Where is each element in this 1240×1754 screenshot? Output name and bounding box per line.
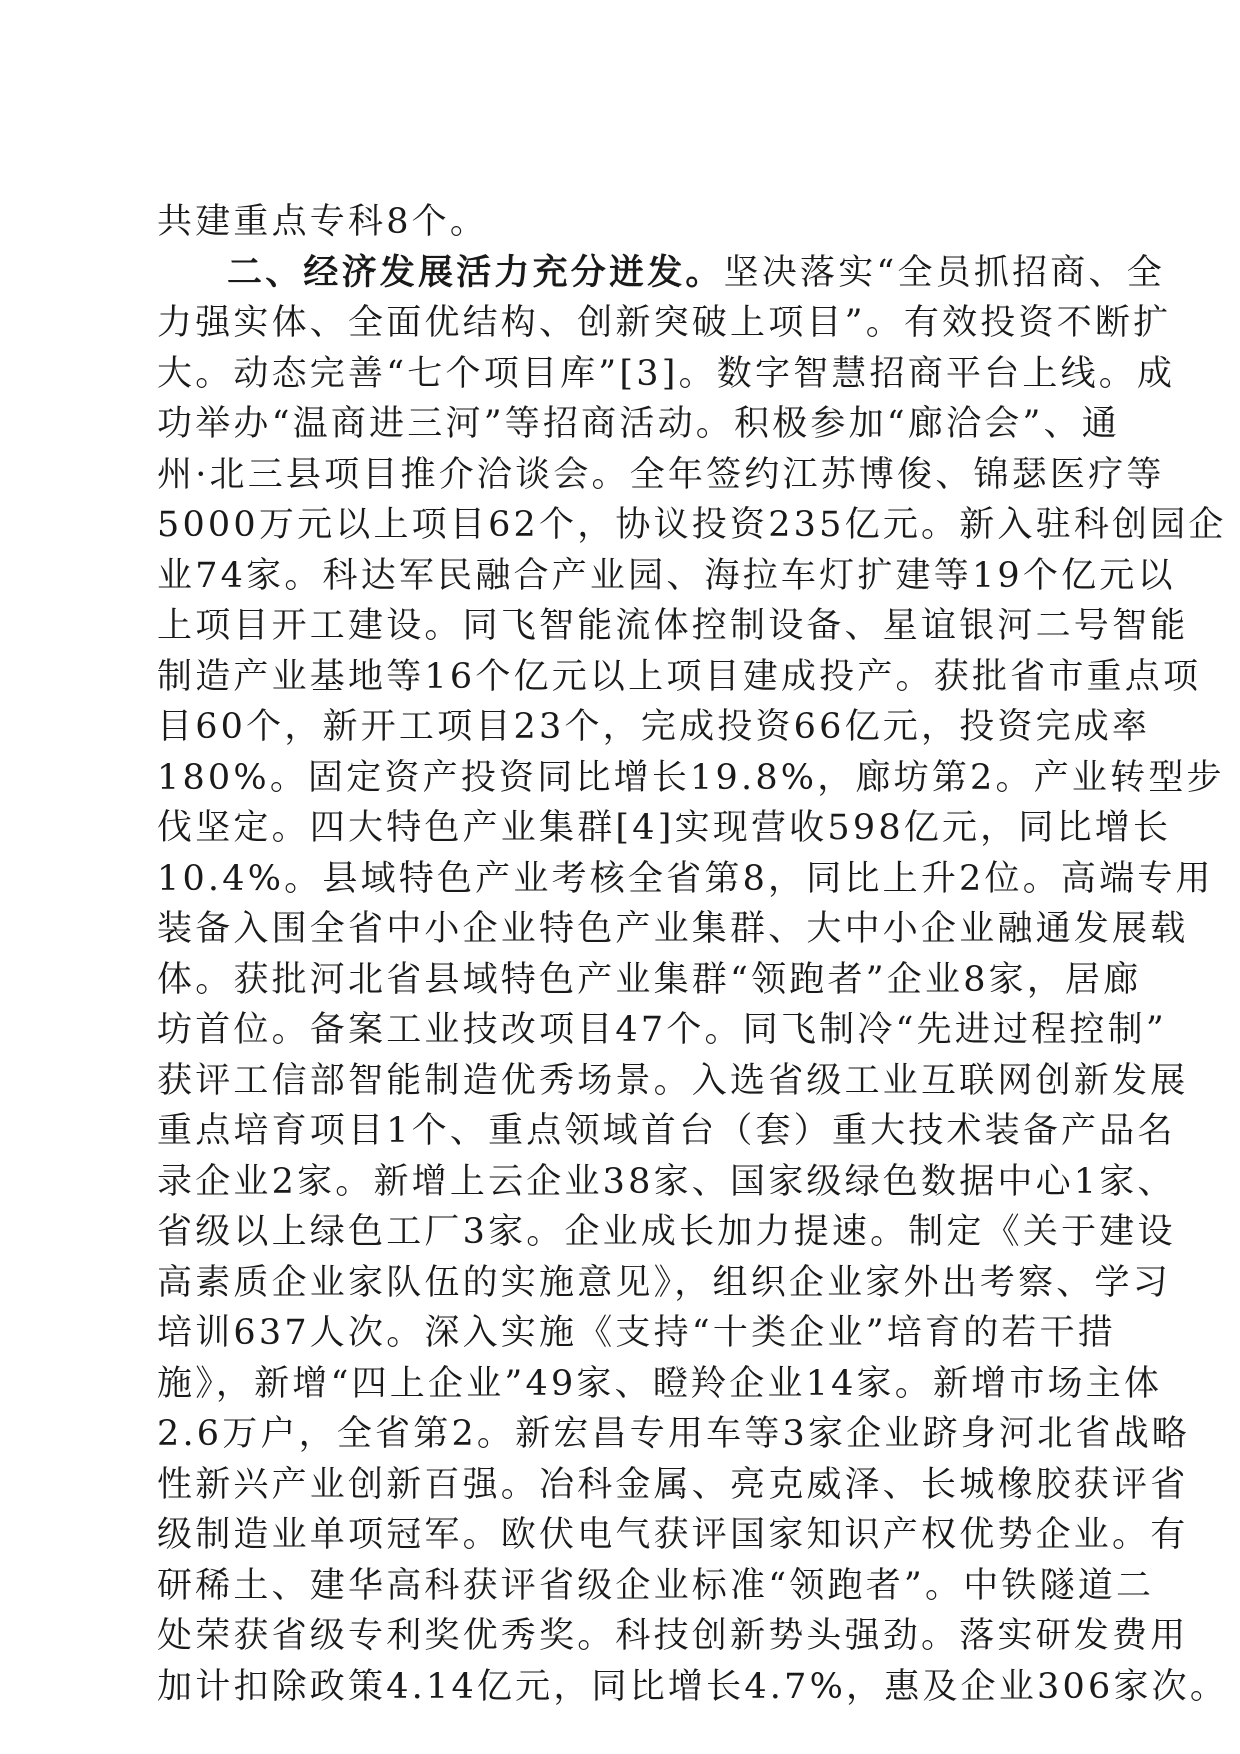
- section-heading: 二、经济发展活力充分迸发。: [227, 251, 724, 293]
- text-line: 性新兴产业创新百强。冶科金属、亮克威泽、长城橡胶获评省: [157, 1464, 1189, 1505]
- text-line: 目60个，新开工项目23个，完成投资66亿元，投资完成率: [157, 707, 1151, 747]
- text-line: 功举办“温商进三河”等招商活动。积极参加“廊洽会”、通: [157, 404, 1120, 444]
- text-line: 2.6万户，全省第2。新宏昌专用车等3家企业跻身河北省战略: [157, 1414, 1190, 1454]
- body-text: [157, 197, 1229, 1712]
- text-line: 级制造业单项冠军。欧伏电气获评国家知识产权优势企业。有: [157, 1515, 1189, 1555]
- text-line: 录企业2家。新增上云企业38家、国家级绿色数据中心1家、: [157, 1161, 1176, 1202]
- text-line: 大。动态完善“七个项目库”[3]。数字智慧招商平台上线。成: [157, 353, 1176, 394]
- text-line: 省级以上绿色工厂3家。企业成长加力提速。制定《关于建设: [157, 1212, 1176, 1252]
- text-line: 加计扣除政策4.14亿元，同比增长4.7%，惠及企业306家次。: [157, 1666, 1229, 1707]
- text-line: 培训637人次。深入实施《支持“十类企业”培育的若干措: [157, 1313, 1116, 1353]
- text-line: 制造产业基地等16个亿元以上项目建成投产。获批省市重点项: [157, 656, 1202, 697]
- text-line: 获评工信部智能制造优秀场景。入选省级工业互联网创新发展: [157, 1060, 1189, 1101]
- text-line: 10.4%。县域特色产业考核全省第8，同比上升2位。高端专用: [157, 858, 1214, 899]
- text-line: 研稀土、建华高科获评省级企业标准“领跑者”。中铁隧道二: [157, 1565, 1155, 1606]
- text-line: 处荣获省级专利奖优秀奖。科技创新势头强劲。落实研发费用: [157, 1616, 1189, 1656]
- text-line: 上项目开工建设。同飞智能流体控制设备、星谊银河二号智能: [157, 606, 1189, 646]
- heading-continuation: 坚决落实“全员抓招商、全: [723, 252, 1165, 293]
- text-line: 力强实体、全面优结构、创新突破上项目”。有效投资不断扩: [157, 303, 1172, 343]
- text-line: 共建重点专科8个。: [157, 202, 489, 242]
- text-line: 州·北三县项目推介洽谈会。全年签约江苏博俊、锦瑟医疗等: [157, 454, 1165, 495]
- text-line: 施》，新增“四上企业”49家、瞪羚企业14家。新增市场主体: [157, 1363, 1163, 1404]
- text-line: 体。获批河北省县域特色产业集群“领跑者”企业8家，居廊: [157, 959, 1142, 1000]
- section-heading-line: [157, 248, 1165, 299]
- text-line: 业74家。科达军民融合产业园、海拉车灯扩建等19个亿元以: [157, 555, 1176, 596]
- text-line: 伐坚定。四大特色产业集群[4]实现营收598亿元，同比增长: [157, 808, 1172, 848]
- text-line: 装备入围全省中小企业特色产业集群、大中小企业融通发展载: [157, 909, 1189, 949]
- text-line: 重点培育项目1个、重点领域首台（套）重大技术装备产品名: [157, 1111, 1176, 1151]
- text-line: 坊首位。备案工业技改项目47个。同飞制冷“先进过程控制”: [157, 1010, 1167, 1050]
- text-line: 高素质企业家队伍的实施意见》，组织企业家外出考察、学习: [157, 1262, 1171, 1303]
- text-line: 5000万元以上项目62个，协议投资235亿元。新入驻科创园企: [157, 505, 1227, 545]
- text-line: 180%。固定资产投资同比增长19.8%，廊坊第2。产业转型步: [157, 757, 1225, 798]
